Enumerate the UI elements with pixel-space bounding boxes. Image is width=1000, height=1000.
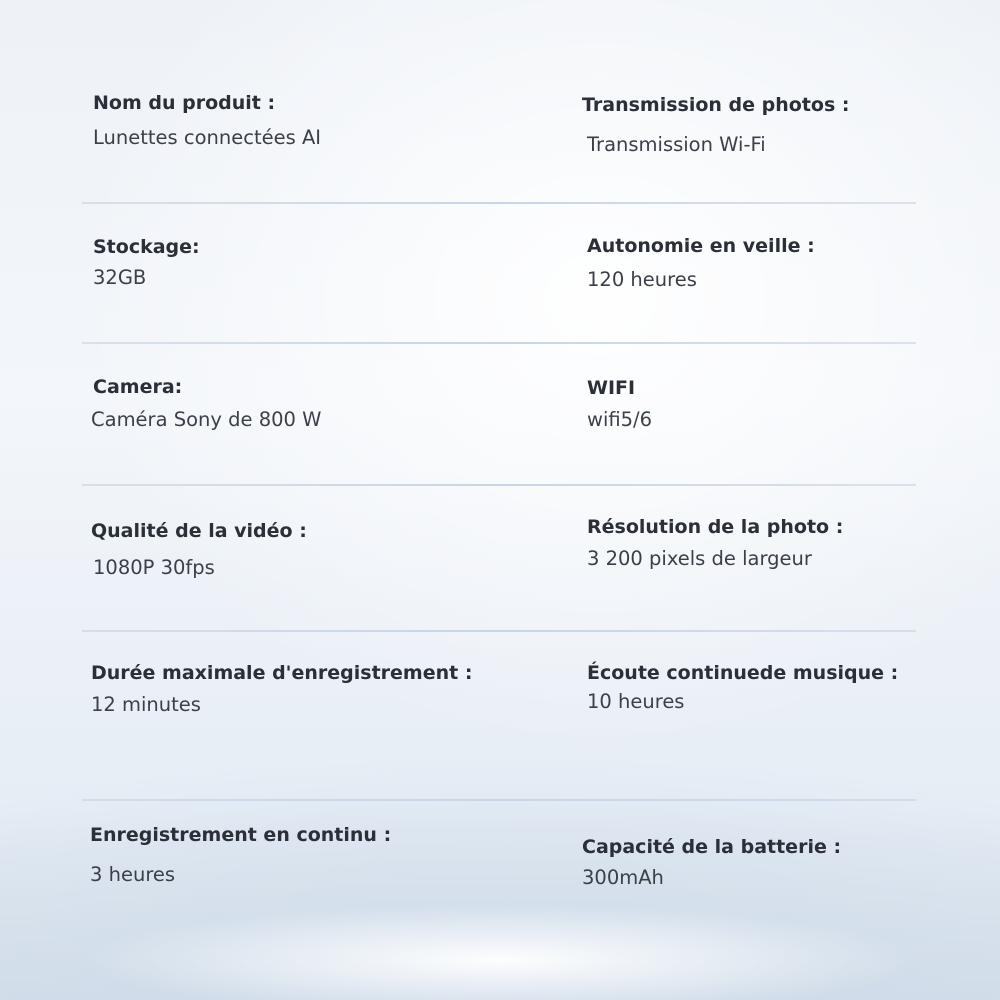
spec-value: 12 minutes [91, 693, 201, 716]
spec-value: 10 heures [587, 690, 685, 713]
spec-label: Transmission de photos : [582, 94, 850, 116]
spec-label: Stockage: [93, 236, 200, 258]
spec-label: WIFI [587, 377, 636, 399]
spec-value: 32GB [93, 266, 147, 289]
spec-value: Transmission Wi-Fi [587, 133, 766, 156]
row-divider [82, 202, 916, 204]
spec-label: Résolution de la photo : [587, 516, 844, 538]
spec-label: Écoute continuede musique : [587, 662, 899, 684]
spec-value: 300mAh [582, 866, 664, 889]
spec-label: Autonomie en veille : [587, 235, 815, 257]
spec-value: Caméra Sony de 800 W [91, 408, 322, 431]
spec-label: Enregistrement en continu : [90, 824, 392, 846]
spec-label: Nom du produit : [93, 92, 276, 114]
spec-value: wifi5/6 [587, 408, 653, 431]
spec-value: 1080P 30fps [93, 556, 215, 579]
spec-value: 3 200 pixels de largeur [587, 547, 812, 570]
spec-value: 3 heures [90, 863, 176, 886]
spec-value: 120 heures [587, 268, 697, 291]
row-divider [82, 342, 916, 344]
row-divider [82, 630, 916, 632]
row-divider [82, 484, 916, 486]
spec-value: Lunettes connectées AI [93, 126, 322, 149]
spec-label: Qualité de la vidéo : [91, 520, 307, 542]
spec-label: Durée maximale d'enregistrement : [91, 662, 473, 684]
spec-label: Camera: [93, 376, 183, 398]
row-divider [82, 799, 916, 801]
spec-label: Capacité de la batterie : [582, 836, 842, 858]
